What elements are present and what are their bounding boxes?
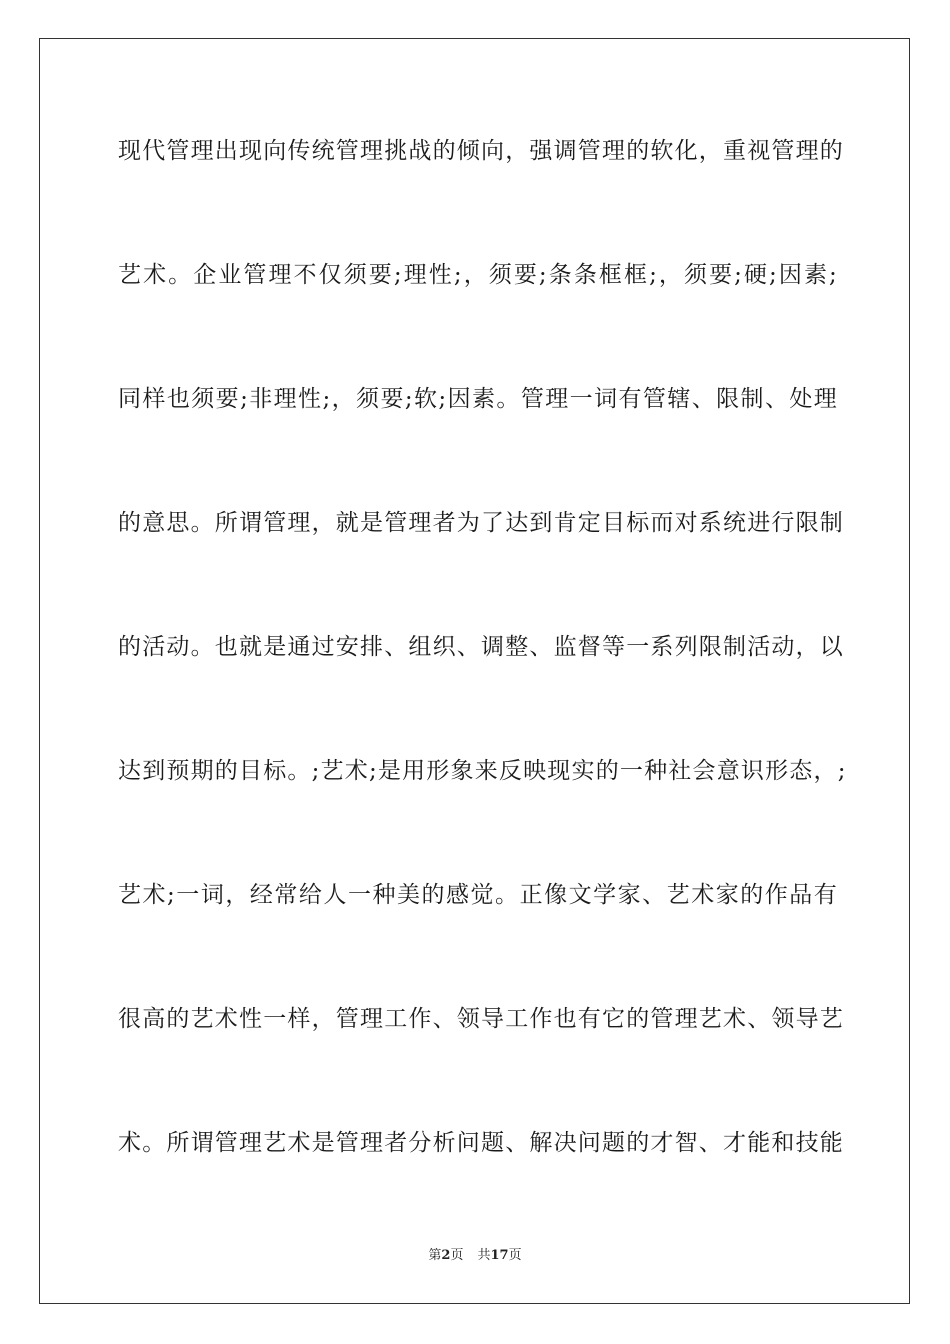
text-line: 艺术;一词，经常给人一种美的感觉。正像文学家、艺术家的作品有: [118, 882, 838, 908]
text-line: 达到预期的目标。;艺术;是用形象来反映现实的一种社会意识形态，;: [118, 758, 847, 784]
page-label-prefix: 第: [428, 1248, 442, 1263]
text-line: 术。所谓管理艺术是管理者分析问题、解决问题的才智、才能和技能: [118, 1130, 844, 1156]
total-label-suffix: 页: [508, 1248, 522, 1263]
text-line: 艺术。企业管理不仅须要;理性;，须要;条条框框;，须要;硬;因素;: [118, 262, 838, 288]
total-label-prefix: 共: [477, 1248, 491, 1263]
text-line: 同样也须要;非理性;，须要;软;因素。管理一词有管辖、限制、处理: [118, 386, 838, 412]
text-line: 现代管理出现向传统管理挑战的倾向，强调管理的软化，重视管理的: [118, 138, 844, 164]
text-line: 的活动。也就是通过安排、组织、调整、监督等一系列限制活动，以: [118, 634, 844, 660]
page-label-suffix: 页: [450, 1248, 464, 1263]
text-line: 很高的艺术性一样，管理工作、领导工作也有它的管理艺术、领导艺: [118, 1006, 844, 1032]
total-pages: 17: [490, 1248, 509, 1263]
page-footer: [0, 1248, 950, 1264]
page-border: [39, 38, 910, 1304]
page-number: 2: [441, 1248, 451, 1263]
text-line: 的意思。所谓管理，就是管理者为了达到肯定目标而对系统进行限制: [118, 510, 844, 536]
